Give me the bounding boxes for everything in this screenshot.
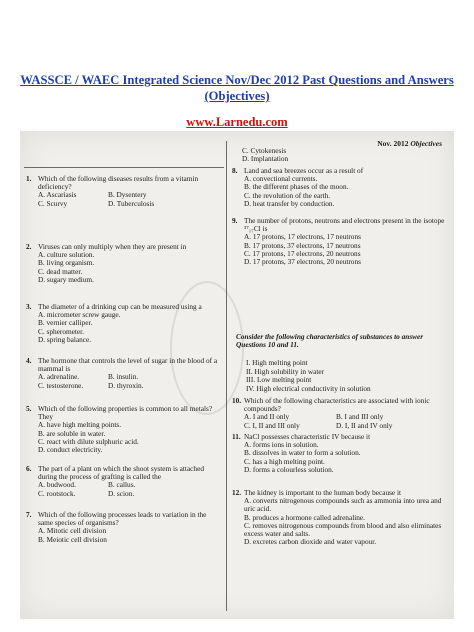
option[interactable]: D. Implantation (242, 154, 289, 164)
answer-option[interactable]: B. insulin. (108, 372, 139, 382)
question-stem: The diameter of a drinking cup can be measured using a (38, 302, 202, 311)
answer-option[interactable]: C. dead matter. (38, 266, 83, 276)
left-top-rule (24, 167, 224, 168)
characteristic-item: II. High solubility in water (246, 366, 325, 376)
answer-option[interactable]: C. has a high melting point. (244, 456, 325, 466)
answer-option[interactable]: A. budwood. (38, 480, 76, 490)
answer-option[interactable]: B. dissolves in water to form a solution. (244, 448, 361, 458)
question-block (26, 357, 222, 390)
question-number: 10. (232, 396, 242, 405)
answer-option[interactable]: A. convectional currents. (244, 174, 318, 184)
question-stem: Land and sea breezes occur as a result of (244, 166, 364, 175)
characteristic-item: III. Low melting point (246, 375, 312, 385)
answer-option[interactable]: B. callus. (108, 480, 136, 490)
question-number: 7. (26, 510, 32, 519)
answer-options (38, 421, 222, 454)
answer-option[interactable]: A. forms ions in solution. (244, 440, 319, 450)
page-title: WASSCE / WAEC Integrated Science Nov/Dec 2012 Past Questions and Answers (Objectives) (20, 73, 454, 103)
answer-option[interactable]: B. Meiotic cell division (38, 534, 107, 544)
question-block (232, 397, 446, 430)
answer-options (244, 413, 446, 429)
question-number: 5. (26, 404, 32, 413)
answer-option[interactable]: A. culture solution. (38, 250, 95, 260)
answer-option[interactable]: C. react with dilute sulphuric acid. (38, 436, 139, 446)
answer-option[interactable]: C. spherometer. (38, 326, 85, 336)
answer-options (244, 497, 446, 546)
answer-options (244, 175, 446, 208)
column-divider (226, 141, 227, 611)
answer-option[interactable]: A. micrometer screw gauge. (38, 310, 121, 320)
question-block (26, 465, 222, 498)
answer-option[interactable]: A. have high melting points. (38, 420, 122, 430)
answer-option[interactable]: D. scion. (108, 488, 135, 498)
answer-option[interactable]: C. Scurvy (38, 198, 68, 208)
characteristic-item: I. High melting point (246, 358, 308, 367)
question-block (26, 303, 222, 344)
answer-option[interactable]: D. I, II and IV only (336, 420, 393, 430)
question-block (26, 243, 222, 284)
question-number: 12. (232, 488, 242, 497)
website-link[interactable]: www.Larnedu.com (186, 115, 288, 129)
question-number: 4. (26, 356, 32, 365)
characteristics-list (246, 359, 446, 393)
answer-option[interactable]: C. removes nitrogenous compounds from blood and also eliminates excess water and salts. (244, 520, 442, 539)
answer-option[interactable]: C. 17 protons, 17 electrons, 20 neutrons (244, 248, 361, 258)
question-number: 1. (26, 174, 32, 183)
answer-option[interactable]: B. living organism. (38, 258, 95, 268)
question-stem: Viruses can only multiply when they are present in (38, 242, 187, 251)
answer-option[interactable]: C. rootstock. (38, 488, 76, 498)
answer-options (38, 373, 222, 389)
question-stem: The kidney is important to the human body because it (244, 488, 402, 497)
answer-option[interactable]: D. forms a colourless solution. (244, 464, 334, 474)
answer-options (38, 191, 222, 207)
question-block (232, 167, 446, 208)
page-label: Nov. 2012 Objectives (377, 139, 442, 148)
answer-options (244, 441, 446, 474)
answer-option[interactable]: A. adrenaline. (38, 372, 80, 382)
question-block (232, 217, 446, 266)
question-block (26, 175, 222, 208)
question-number: 6. (26, 464, 32, 473)
answer-option[interactable]: C. testosterone. (38, 380, 84, 390)
answer-option[interactable]: B. produces a hormone called adrenaline. (244, 512, 365, 522)
answer-option[interactable]: C. I, II and III only (244, 420, 300, 430)
question-stem: Which of the following processes leads to variation in the same species of organisms? (38, 510, 207, 528)
scanned-exam-page (20, 131, 454, 619)
answer-option[interactable]: A. 17 protons, 17 electrons, 17 neutrons (244, 232, 361, 242)
answer-option[interactable]: D. excretes carbon dioxide and water vapour. (244, 537, 377, 547)
question-stem: Which of the following properties is common to all metals? They (38, 404, 213, 422)
answer-option[interactable]: B. the different phases of the moon. (244, 182, 349, 192)
answer-option[interactable]: B. vernier calliper. (38, 318, 93, 328)
answer-option[interactable]: A. I and II only (244, 412, 290, 422)
question-block (232, 433, 446, 474)
question-stem: Which of the following diseases results from a vitamin deficiency? (38, 174, 199, 192)
answer-option[interactable]: A. converts nitrogenous compounds such as ammonia into urea and uric acid. (244, 496, 442, 514)
question-number: 8. (232, 166, 238, 175)
question-block (26, 405, 222, 454)
question-number: 3. (26, 302, 32, 311)
answer-option[interactable]: D. sugary medium. (38, 274, 94, 284)
answer-options (38, 481, 222, 497)
answer-option[interactable]: D. heat transfer by conduction. (244, 198, 335, 208)
question-block (232, 489, 446, 546)
section-instruction: Consider the following characteristics of substances to answer Questions 10 and 11. (236, 332, 424, 350)
answer-options (38, 527, 222, 543)
question-stem: Which of the following characteristics are associated with ionic compounds? (244, 396, 430, 414)
answer-option[interactable]: B. 17 protons, 37 electrons, 17 neutrons (244, 240, 361, 250)
question-number: 2. (26, 242, 32, 251)
option[interactable]: C. Cytokenesis (242, 146, 287, 155)
answer-options (38, 251, 222, 284)
answer-option[interactable]: D. 17 protons, 37 electrons, 20 neutrons (244, 257, 361, 267)
question-number: 11. (232, 432, 241, 441)
answer-option[interactable]: D. Tuberculosis (108, 198, 155, 208)
question-block (26, 511, 222, 544)
answer-options (244, 233, 446, 266)
answer-option[interactable]: D. spring balance. (38, 334, 92, 344)
question-stem: NaCl possesses characteristic IV because it (244, 432, 371, 441)
question-stem: The part of a plant on which the shoot system is attached during the process of grafting is called the (38, 464, 204, 482)
question-stem: The number of protons, neutrons and electrons present in the isotope ³⁷₁₇Cl is (244, 216, 445, 234)
answer-option[interactable]: B. Dysentery (108, 190, 147, 200)
answer-option[interactable]: D. conduct electricity. (38, 445, 103, 455)
answer-option[interactable]: A. Mitotic cell division (38, 526, 107, 536)
answer-option[interactable]: C. the revolution of the earth. (244, 190, 331, 200)
characteristic-item: IV. High electrical conductivity in solution (246, 383, 371, 393)
question-stem: The hormone that controls the level of sugar in the blood of a mammal is (38, 356, 218, 374)
answer-options (38, 311, 222, 344)
question-number: 9. (232, 216, 238, 225)
answer-option[interactable]: B. I and III only (336, 412, 384, 422)
answer-option[interactable]: B. are soluble in water. (38, 428, 106, 438)
answer-option[interactable]: D. thyroxin. (108, 380, 144, 390)
top-option-list (242, 147, 447, 163)
answer-option[interactable]: A. Ascariasis (38, 190, 77, 200)
